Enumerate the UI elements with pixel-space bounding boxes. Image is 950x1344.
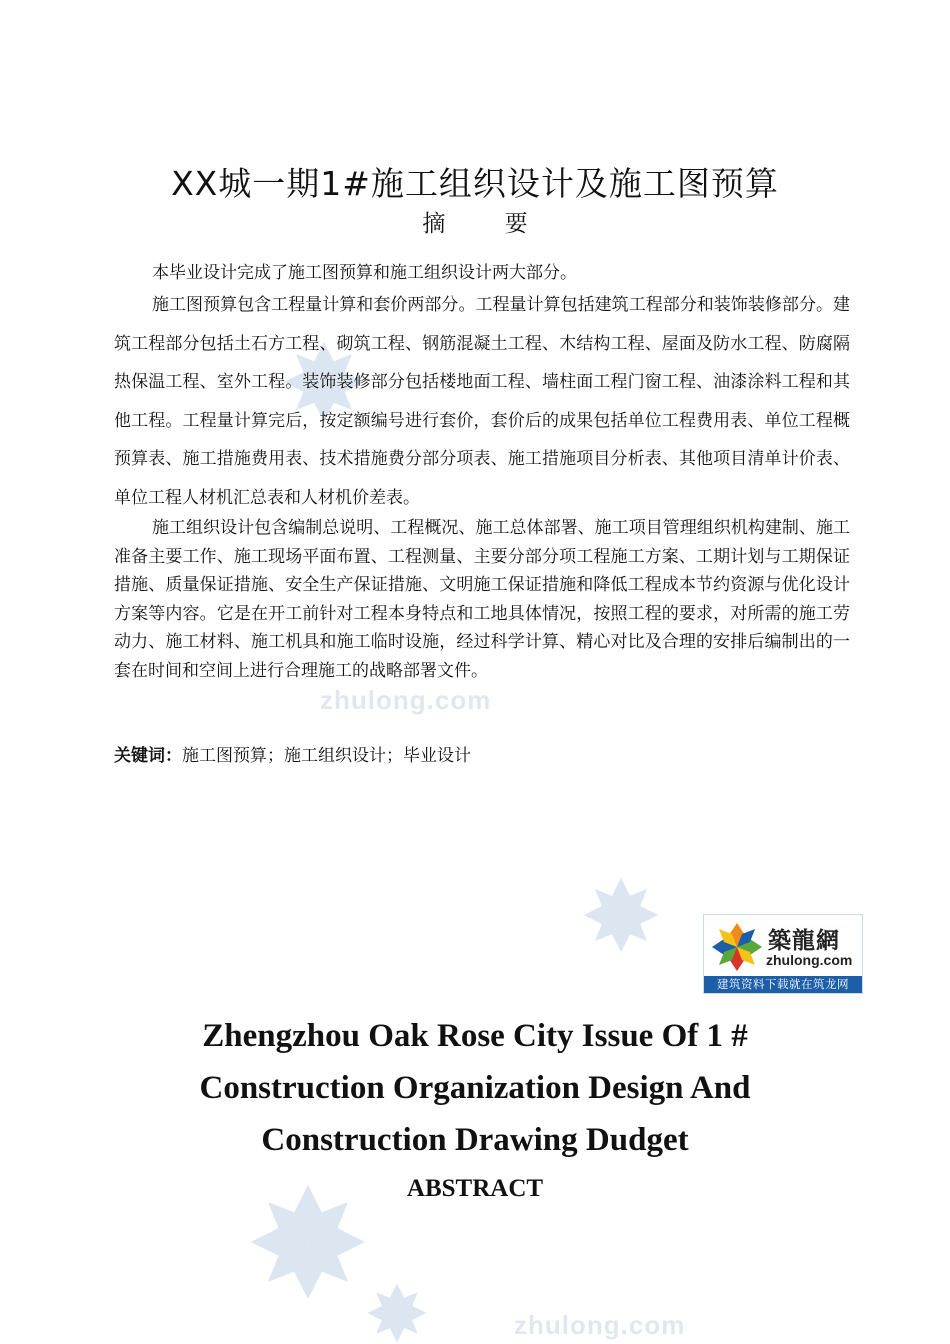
logo-upper (704, 915, 862, 977)
abstract-paragraph-1: 本毕业设计完成了施工图预算和施工组织设计两大部分。 (152, 263, 577, 283)
keywords-value: 施工图预算；施工组织设计；毕业设计 (182, 746, 471, 766)
logo-slogan: 建筑资料下载就在筑龙网 (704, 976, 862, 993)
english-abstract-heading: ABSTRACT (406, 1175, 544, 1202)
english-title (0, 1010, 950, 1166)
abstract-heading: 摘 要 (422, 211, 528, 237)
logo-domain: zhulong.com (766, 952, 853, 968)
abstract-paragraph-3: 施工组织设计包含编制总说明、工程概况、施工总体部署、施工项目管理组织机构建制、施工准备主要工作、施工现场平面布置、工程测量、主要分部分项工程施工方案、工期计划与工期保证措施、质量保证措施、安全生产保证措施、文明施工保证措施和降低工程成本节约资源与优化设计方案等内容。它是在开工前针对工程本身特点和工地具体情况，按照工程的要求，对所需的施工劳动力、施工材料、施工机具和施工临时设施，经过科学计算、精心对比及合理的安排后编制出的一套在时间和空间上进行合理施工的战略部署文件。 (114, 518, 850, 681)
english-title-line-2: Construction Organization Design And (199, 1070, 751, 1106)
english-title-line-1: Zhengzhou Oak Rose City Issue Of 1 # (202, 1018, 748, 1054)
english-title-line-3: Construction Drawing Dudget (261, 1122, 689, 1158)
snowflake-watermark-icon (362, 1282, 432, 1344)
snowflake-watermark-icon (582, 876, 660, 954)
pinwheel-logo-icon (710, 921, 764, 973)
document-title: XX城一期1#施工组织设计及施工图预算 (171, 164, 779, 203)
keywords-line (114, 742, 471, 770)
zhulong-logo (703, 914, 863, 994)
watermark-text: zhulong.com (514, 1310, 686, 1340)
watermark-text: zhulong.com (320, 685, 492, 715)
keywords-label: 关键词： (114, 746, 182, 766)
logo-chinese-name: 築龍網 (768, 928, 840, 954)
abstract-paragraph-2: 施工图预算包含工程量计算和套价两部分。工程量计算包括建筑工程部分和装饰装修部分。建筑工程部分包括土石方工程、砌筑工程、钢筋混凝土工程、木结构工程、屋面及防水工程、防腐隔热保温工程、室外工程。装饰装修部分包括楼地面工程、墙柱面工程门窗工程、油漆涂料工程和其他工程。工程量计算完后，按定额编号进行套价，套价后的成果包括单位工程费用表、单位工程概预算表、施工措施费用表、技术措施费分部分项表、施工措施项目分析表、其他项目清单计价表、单位工程人材机汇总表和人材机价差表。 (114, 295, 850, 508)
